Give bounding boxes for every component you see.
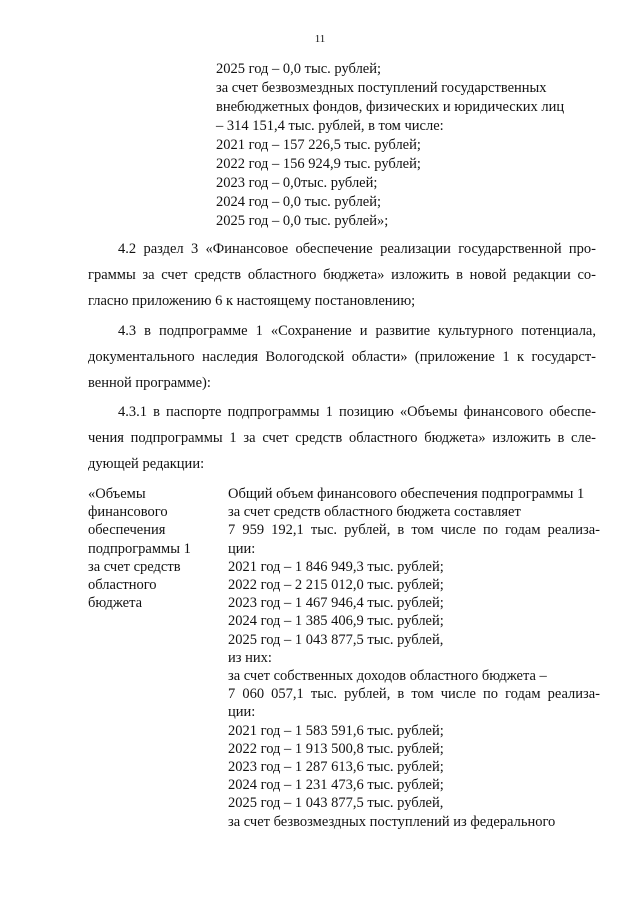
text-line: дующей редакции: — [88, 456, 205, 472]
text-line: венной программе): — [88, 375, 211, 391]
text-line: гласно приложению 6 к настоящему постановлению; — [88, 293, 416, 309]
text-line: 4.2 раздел 3 «Финансовое обеспечение реализации государственной про- — [118, 241, 596, 257]
text-line: 2025 год – 1 043 877,5 тыс. рублей, — [228, 795, 444, 812]
text-line: внебюджетных фондов, физических и юридических лиц — [216, 99, 565, 115]
text-line: 2024 год – 0,0 тыс. рублей; — [216, 194, 382, 210]
text-line: 4.3 в подпрограмме 1 «Сохранение и развитие культурного потенциала, — [118, 323, 596, 339]
text-line: за счет средств областного бюджета составляет — [228, 504, 521, 521]
text-line: областного — [88, 577, 157, 594]
text-line: граммы за счет средств областного бюджета» изложить в новой редакции со- — [88, 267, 596, 283]
text-line: – 314 151,4 тыс. рублей, в том числе: — [216, 118, 444, 134]
text-line: 4.3.1 в паспорте подпрограммы 1 позицию «Объемы финансового обеспе- — [118, 404, 596, 420]
text-line: за счет собственных доходов областного бюджета – — [228, 668, 547, 685]
text-line: из них: — [228, 649, 272, 666]
text-line: 2022 год – 156 924,9 тыс. рублей; — [216, 156, 421, 172]
text-line: 2022 год – 2 215 012,0 тыс. рублей; — [228, 577, 444, 594]
text-line: финансового — [88, 504, 168, 521]
text-line: за счет средств — [88, 558, 181, 575]
passport-value-cell — [228, 485, 600, 831]
text-line: 2021 год – 1 583 591,6 тыс. рублей; — [228, 722, 444, 739]
paragraph-4-3 — [88, 318, 596, 396]
paragraph-4-2 — [88, 236, 596, 314]
text-line: чения подпрограммы 1 за счет средств областного бюджета» изложить в сле- — [88, 430, 596, 446]
text-line: бюджета — [88, 595, 143, 612]
text-line: 2024 год – 1 231 473,6 тыс. рублей; — [228, 777, 444, 794]
text-line: документального наследия Вологодской области» (приложение 1 к государст- — [88, 349, 596, 365]
text-line: 2021 год – 157 226,5 тыс. рублей; — [216, 137, 421, 153]
text-line: 7 959 192,1 тыс. рублей, в том числе по годам реализа- — [228, 522, 600, 539]
funding-continuation-block — [216, 60, 564, 231]
passport-label-cell — [88, 485, 191, 612]
text-line: 2022 год – 1 913 500,8 тыс. рублей; — [228, 740, 444, 757]
text-line: 2024 год – 1 385 406,9 тыс. рублей; — [228, 613, 444, 630]
text-line: обеспечения — [88, 522, 166, 539]
text-line: 2021 год – 1 846 949,3 тыс. рублей; — [228, 558, 444, 575]
text-line: подпрограммы 1 — [88, 540, 191, 557]
text-line: Общий объем финансового обеспечения подпрограммы 1 — [228, 486, 585, 502]
text-line: за счет безвозмездных поступлений из федерального — [228, 813, 556, 830]
page-number: 11 — [314, 33, 326, 45]
text-line: 2023 год – 0,0тыс. рублей; — [216, 175, 378, 191]
text-line: «Объемы — [88, 486, 146, 502]
text-line: 2025 год – 0,0 тыс. рублей; — [216, 61, 382, 77]
text-line: 2023 год – 1 467 946,4 тыс. рублей; — [228, 595, 444, 612]
text-line: 2023 год – 1 287 613,6 тыс. рублей; — [228, 759, 444, 776]
text-line: за счет безвозмездных поступлений государственных — [216, 80, 547, 96]
text-line: 2025 год – 0,0 тыс. рублей»; — [216, 213, 389, 229]
text-line: ции: — [228, 704, 256, 721]
text-line: ции: — [228, 540, 256, 557]
paragraph-4-3-1 — [88, 399, 596, 477]
text-line: 2025 год – 1 043 877,5 тыс. рублей, — [228, 631, 444, 648]
text-line: 7 060 057,1 тыс. рублей, в том числе по годам реализа- — [228, 686, 600, 703]
